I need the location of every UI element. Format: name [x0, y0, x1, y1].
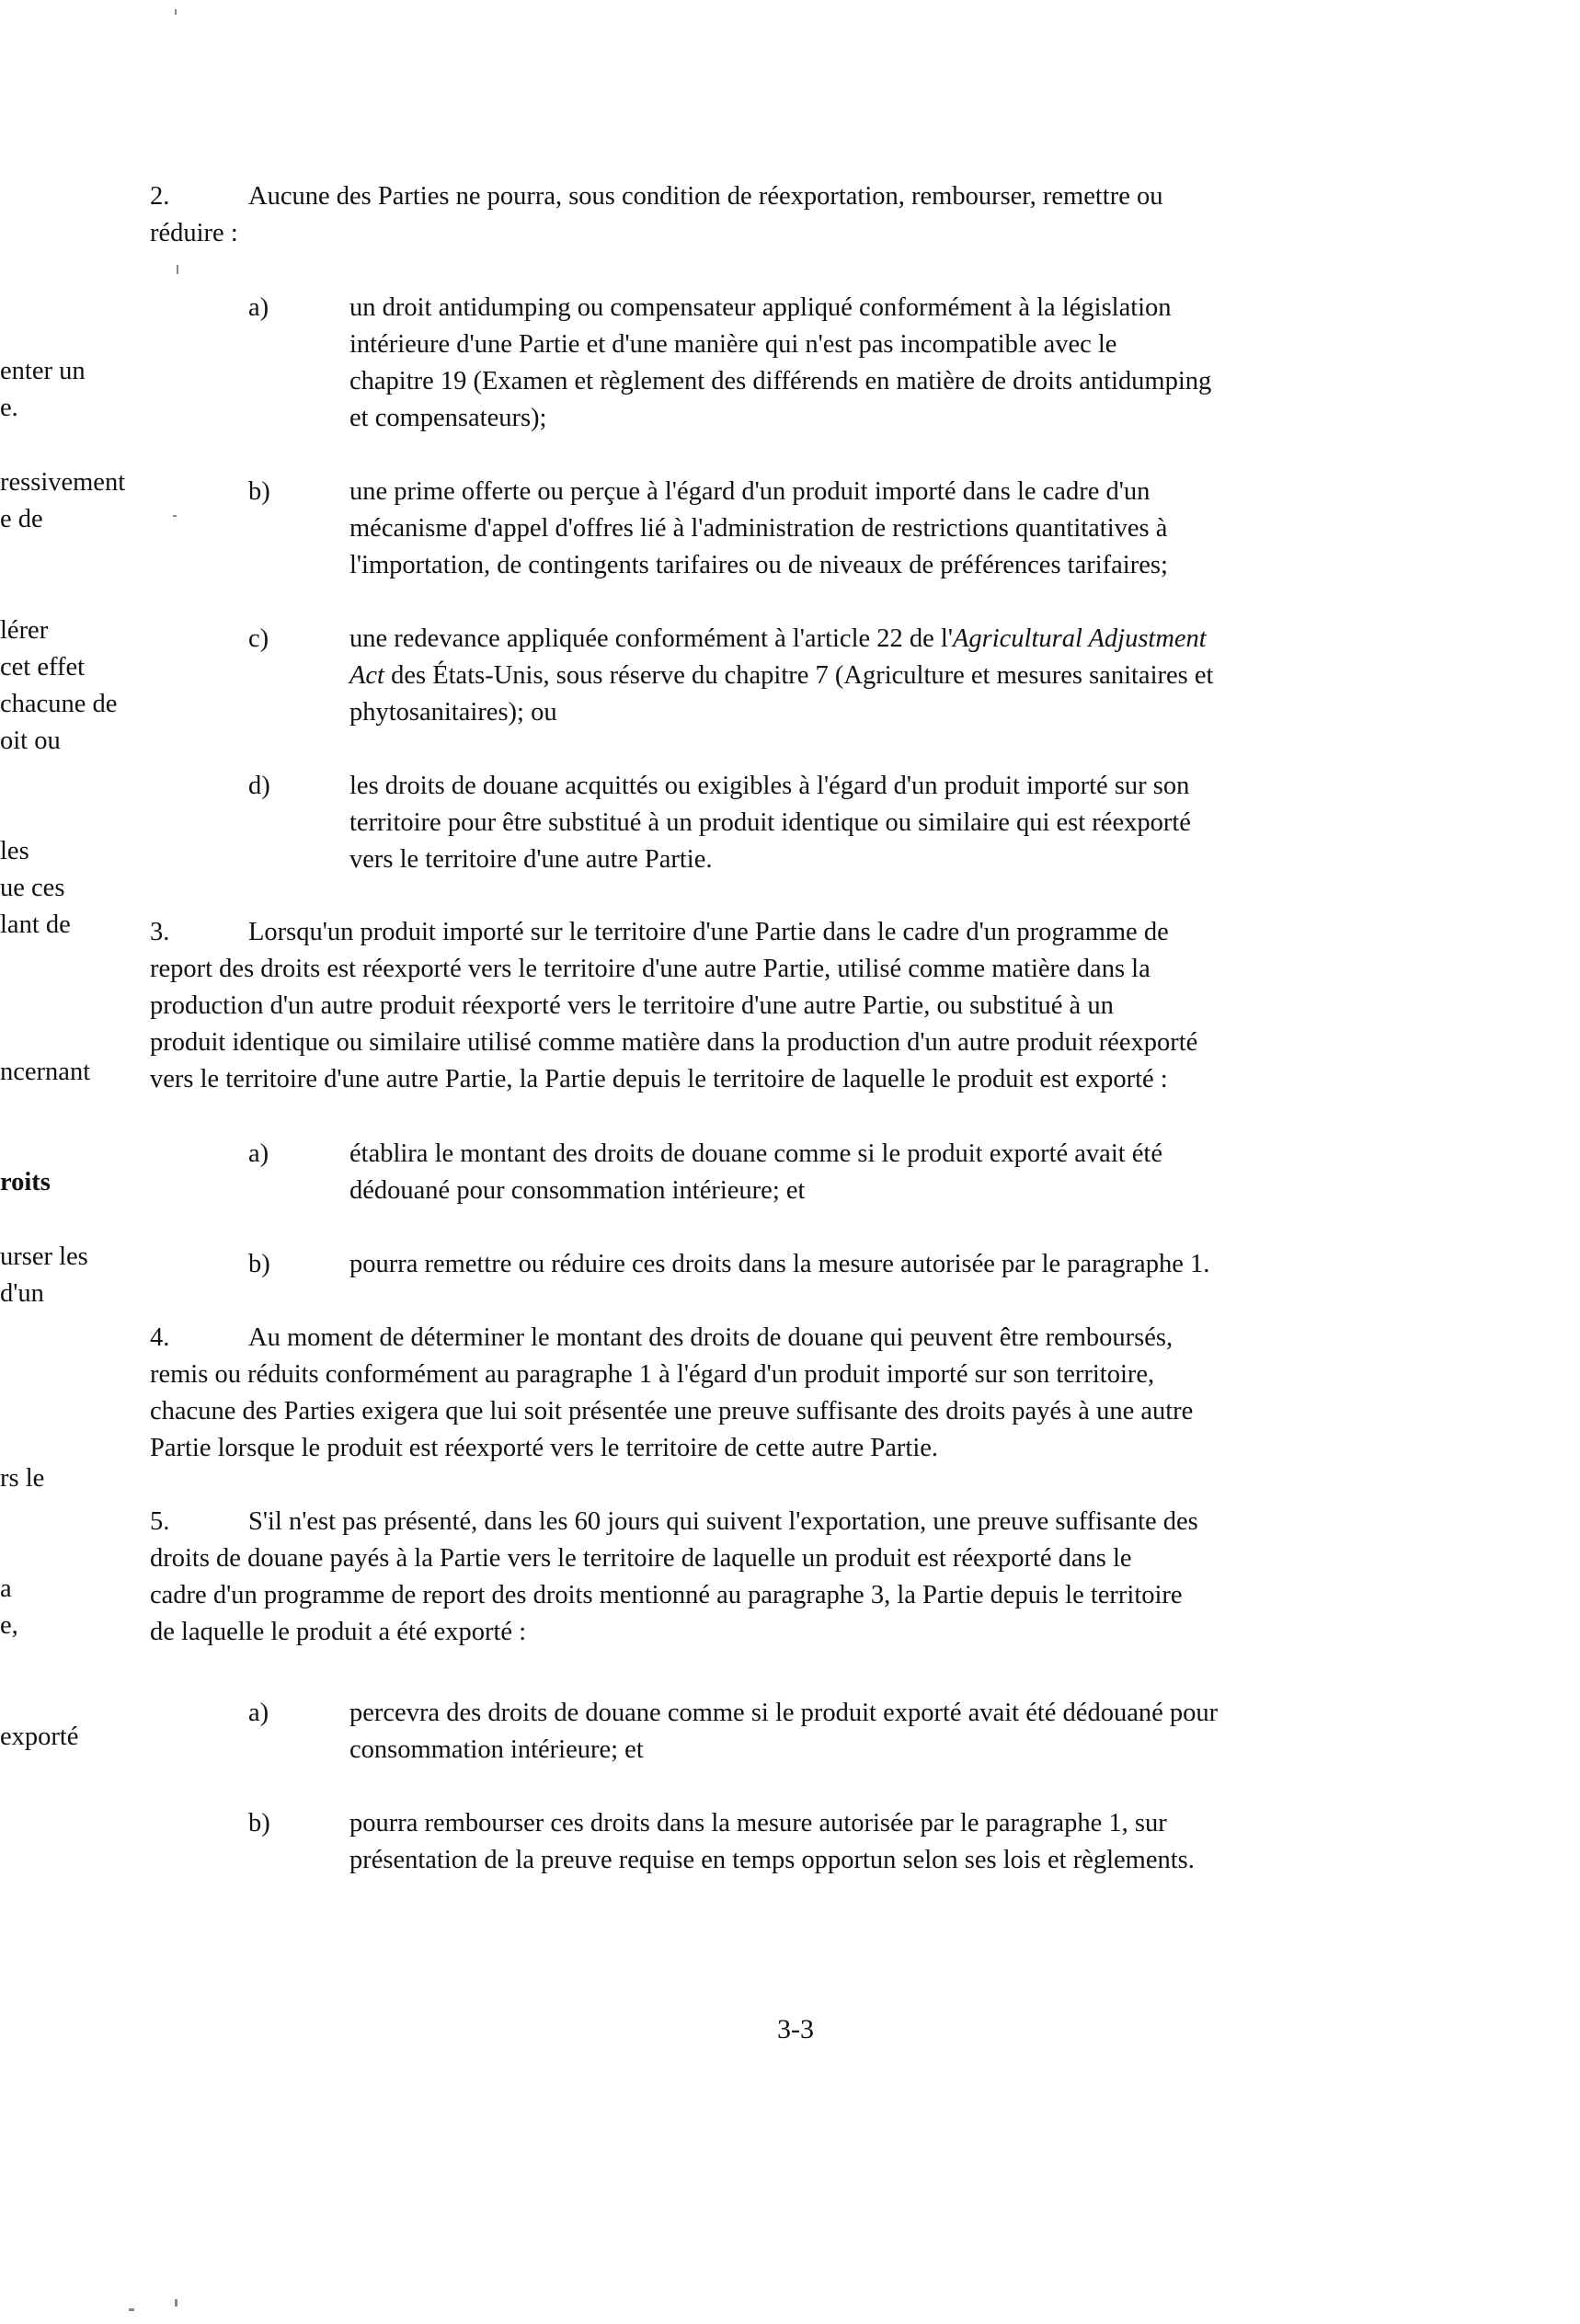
margin-fragment: cet effet: [0, 653, 86, 681]
margin-fragment: ressivement: [0, 468, 126, 497]
list-line: consommation intérieure; et: [349, 1735, 644, 1764]
paragraph-number: 4.: [150, 1323, 170, 1352]
paragraph-line: de laquelle le produit a été exporté :: [150, 1618, 527, 1646]
paragraph-number: 2.: [150, 182, 170, 211]
paragraph-line: réduire :: [150, 219, 238, 247]
margin-fragment: exporté: [0, 1723, 79, 1751]
margin-fragment: rs le: [0, 1464, 45, 1493]
paragraph-line: report des droits est réexporté vers le territoire d'une autre Partie, utilisé comme matière dans la: [150, 955, 1151, 983]
paragraph-line: droits de douane payés à la Partie vers le territoire de laquelle un produit est réexporté dans le: [150, 1544, 1132, 1573]
margin-fragment: roits: [0, 1168, 51, 1196]
list-label: d): [248, 772, 270, 800]
list-line: un droit antidumping ou compensateur appliqué conformément à la législation: [349, 293, 1172, 322]
paragraph-line: cadre d'un programme de report des droits mentionné au paragraphe 3, la Partie depuis le territoire: [150, 1581, 1183, 1609]
margin-fragment: ncernant: [0, 1058, 91, 1086]
paragraph-line: Au moment de déterminer le montant des droits de douane qui peuvent être remboursés,: [248, 1323, 1174, 1352]
list-label: a): [248, 1139, 269, 1168]
list-line: [349, 621, 1207, 658]
list-label: b): [248, 1250, 270, 1278]
margin-fragment: e,: [0, 1611, 18, 1640]
margin-fragment: oit ou: [0, 727, 61, 755]
list-line: [349, 658, 1213, 694]
margin-fragment: e.: [0, 394, 18, 422]
list-line: chapitre 19 (Examen et règlement des différends en matière de droits antidumping: [349, 367, 1212, 395]
paragraph-line: Partie lorsque le produit est réexporté vers le territoire de cette autre Partie.: [150, 1434, 939, 1462]
list-line: établira le montant des droits de douane comme si le produit exporté avait été: [349, 1139, 1163, 1168]
paragraph-line: chacune des Parties exigera que lui soit présentée une preuve suffisante des droits payés à une autre: [150, 1397, 1194, 1425]
text-run: des États-Unis, sous réserve du chapitre 7 (Agriculture et mesures sanitaires et: [384, 661, 1214, 690]
margin-fragment: lant de: [0, 910, 71, 939]
list-label: a): [248, 293, 269, 322]
margin-fragment: a: [0, 1574, 12, 1603]
text-run: une redevance appliquée conformément à l'article 22 de l': [349, 624, 953, 653]
margin-fragment: ue ces: [0, 874, 65, 902]
scan-speck: [175, 2299, 177, 2307]
scan-speck: [175, 9, 177, 15]
list-line: percevra des droits de douane comme si le produit exporté avait été dédouané pour: [349, 1699, 1219, 1727]
paragraph-line: production d'un autre produit réexporté vers le territoire d'une autre Partie, ou substitué à un: [150, 991, 1114, 1020]
list-line: une prime offerte ou perçue à l'égard d'un produit importé dans le cadre d'un: [349, 477, 1151, 506]
list-line: et compensateurs);: [349, 404, 547, 432]
paragraph-line: Lorsqu'un produit importé sur le territoire d'une Partie dans le cadre d'un programme de: [248, 918, 1169, 946]
italic-title: Agricultural Adjustment: [952, 624, 1207, 653]
list-label: b): [248, 477, 270, 506]
paragraph-line: vers le territoire d'une autre Partie, la Partie depuis le territoire de laquelle le produit est exporté :: [150, 1065, 1168, 1093]
list-line: phytosanitaires); ou: [349, 698, 557, 727]
list-line: territoire pour être substitué à un produit identique ou similaire qui est réexporté: [349, 808, 1191, 837]
paragraph-line: produit identique ou similaire utilisé comme matière dans la production d'un autre produit réexporté: [150, 1028, 1198, 1057]
scan-speck: [177, 265, 178, 274]
margin-fragment: e de: [0, 505, 43, 533]
italic-title: Act: [349, 661, 384, 690]
paragraph-number: 5.: [150, 1507, 170, 1536]
paragraph-line: remis ou réduits conformément au paragraphe 1 à l'égard d'un produit importé sur son territoire,: [150, 1360, 1155, 1389]
margin-fragment: enter un: [0, 357, 86, 385]
list-line: l'importation, de contingents tarifaires ou de niveaux de préférences tarifaires;: [349, 551, 1168, 579]
list-label: a): [248, 1699, 269, 1727]
scan-speck: [173, 515, 177, 517]
list-line: intérieure d'une Partie et d'une manière qui n'est pas incompatible avec le: [349, 330, 1117, 359]
scan-speck: [129, 2308, 134, 2311]
list-line: pourra rembourser ces droits dans la mesure autorisée par le paragraphe 1, sur: [349, 1809, 1167, 1837]
list-line: présentation de la preuve requise en temps opportun selon ses lois et règlements.: [349, 1846, 1195, 1874]
paragraph-number: 3.: [150, 918, 170, 946]
list-label: c): [248, 624, 269, 653]
margin-fragment: urser les: [0, 1242, 88, 1271]
margin-fragment: les: [0, 837, 29, 865]
list-line: mécanisme d'appel d'offres lié à l'administration de restrictions quantitatives à: [349, 514, 1168, 543]
list-line: les droits de douane acquittés ou exigibles à l'égard d'un produit importé sur son: [349, 772, 1190, 800]
paragraph-line: S'il n'est pas présenté, dans les 60 jours qui suivent l'exportation, une preuve suffisante des: [248, 1507, 1198, 1536]
list-label: b): [248, 1809, 270, 1837]
list-line: dédouané pour consommation intérieure; et: [349, 1176, 806, 1205]
margin-fragment: lérer: [0, 616, 49, 645]
margin-fragment: d'un: [0, 1279, 44, 1308]
page-number: 3-3: [777, 2014, 814, 2044]
list-line: vers le territoire d'une autre Partie.: [349, 845, 713, 874]
paragraph-line: Aucune des Parties ne pourra, sous condition de réexportation, rembourser, remettre ou: [248, 182, 1163, 211]
margin-fragment: chacune de: [0, 690, 118, 718]
list-line: pourra remettre ou réduire ces droits dans la mesure autorisée par le paragraphe 1.: [349, 1250, 1210, 1278]
